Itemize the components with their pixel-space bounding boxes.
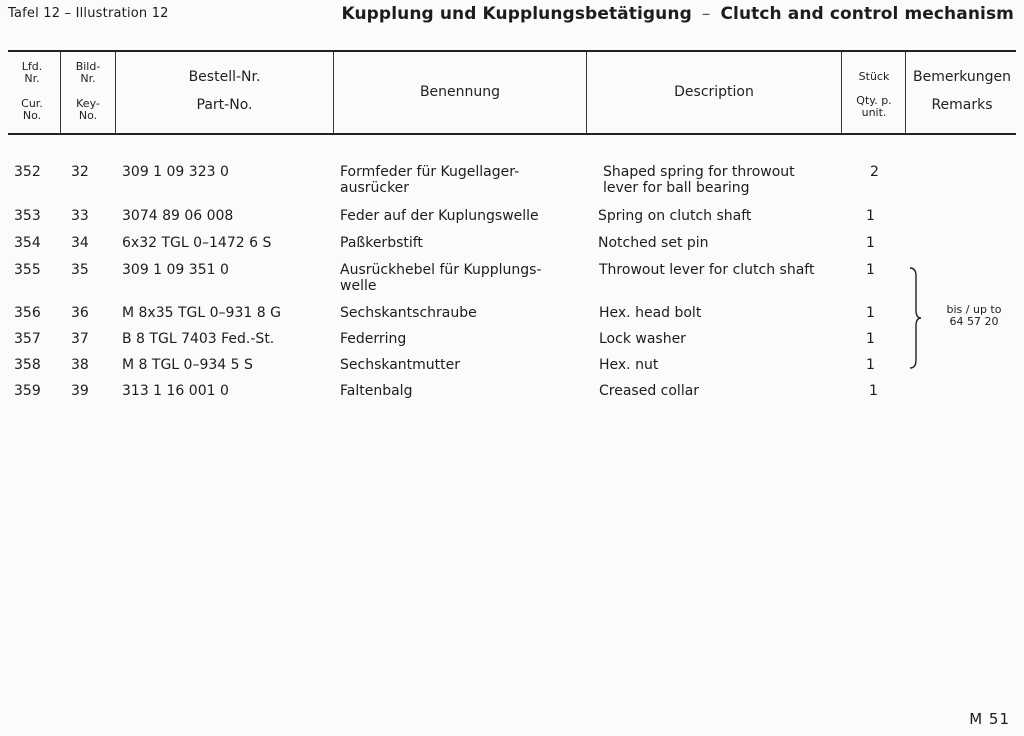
key-no: 35 — [71, 262, 89, 278]
cur-no: 358 — [14, 357, 41, 373]
col-header-description: Description — [674, 84, 754, 100]
col-header-qty-de: Stück — [858, 70, 890, 83]
col-header-qty-en: Qty. p. unit. — [856, 94, 892, 119]
part-no: 3074 89 06 008 — [122, 208, 234, 224]
quantity: 1 — [866, 305, 875, 321]
cur-no: 359 — [14, 383, 41, 399]
col-header-remarks-en: Remarks — [931, 97, 993, 113]
description: Hex. nut — [599, 357, 659, 373]
benennung: Feder auf der Kuplungswelle — [340, 208, 539, 224]
description: Notched set pin — [598, 235, 709, 251]
benennung: Sechskantschraube — [340, 305, 477, 321]
quantity: 1 — [866, 235, 875, 251]
page-title — [341, 4, 1014, 24]
part-no: 313 1 16 001 0 — [122, 383, 229, 399]
col-header-part-no-en: Part-No. — [196, 97, 253, 113]
part-no: 6x32 TGL 0–1472 6 S — [122, 235, 272, 251]
quantity: 1 — [866, 357, 875, 373]
benennung: Faltenbalg — [340, 383, 413, 399]
col-header-benennung: Benennung — [419, 84, 501, 100]
quantity: 1 — [866, 331, 875, 347]
cur-no: 354 — [14, 235, 41, 251]
title-german: Kupplung und Kupplungsbetätigung — [341, 4, 692, 24]
column-divider — [841, 52, 842, 133]
key-no: 32 — [71, 164, 89, 180]
cur-no: 356 — [14, 305, 41, 321]
benennung: Federring — [340, 331, 407, 347]
column-divider — [115, 52, 116, 133]
description: Lock washer — [599, 331, 686, 347]
remark-bis-up-to: bis / up to 64 57 20 — [946, 303, 1002, 328]
key-no: 33 — [71, 208, 89, 224]
description: Spring on clutch shaft — [598, 208, 752, 224]
quantity: 1 — [869, 383, 878, 399]
key-no: 34 — [71, 235, 89, 251]
part-no: B 8 TGL 7403 Fed.-St. — [122, 331, 275, 347]
col-header-part-no-de: Bestell-Nr. — [188, 69, 261, 85]
description: Shaped spring for throwout lever for ball bearing — [603, 164, 795, 196]
column-divider — [905, 52, 906, 133]
cur-no: 355 — [14, 262, 41, 278]
part-no: 309 1 09 351 0 — [122, 262, 229, 278]
col-header-cur-no-en: Cur. No. — [21, 97, 43, 122]
title-separator: – — [701, 4, 711, 24]
quantity: 2 — [870, 164, 879, 180]
benennung: Paßkerbstift — [340, 235, 423, 251]
cur-no: 357 — [14, 331, 41, 347]
col-header-key-no-de: Bild- Nr. — [75, 60, 101, 85]
quantity: 1 — [866, 208, 875, 224]
part-no: 309 1 09 323 0 — [122, 164, 229, 180]
key-no: 37 — [71, 331, 89, 347]
description: Creased collar — [599, 383, 700, 399]
page-number: M 51 — [969, 710, 1010, 728]
column-divider — [333, 52, 334, 133]
column-divider — [60, 52, 61, 133]
benennung: Sechskantmutter — [340, 357, 461, 373]
title-english: Clutch and control mechanism — [720, 4, 1014, 24]
key-no: 39 — [71, 383, 89, 399]
column-divider — [586, 52, 587, 133]
benennung: Formfeder für Kugellager- ausrücker — [340, 164, 520, 196]
plate-reference: Tafel 12 – Illustration 12 — [8, 6, 169, 21]
key-no: 38 — [71, 357, 89, 373]
col-header-key-no-en: Key- No. — [76, 97, 100, 122]
quantity: 1 — [866, 262, 875, 278]
col-header-remarks-de: Bemerkungen — [912, 69, 1012, 85]
grouping-brace-icon — [908, 266, 922, 370]
table-top-rule — [8, 50, 1016, 52]
part-no: M 8x35 TGL 0–931 8 G — [122, 305, 281, 321]
cur-no: 353 — [14, 208, 41, 224]
part-no: M 8 TGL 0–934 5 S — [122, 357, 253, 373]
table-header-bottom-rule — [8, 133, 1016, 135]
key-no: 36 — [71, 305, 89, 321]
benennung: Ausrückhebel für Kupplungs- welle — [340, 262, 542, 294]
description: Hex. head bolt — [599, 305, 702, 321]
description: Throwout lever for clutch shaft — [599, 262, 815, 278]
col-header-cur-no-de: Lfd. Nr. — [21, 60, 43, 85]
cur-no: 352 — [14, 164, 41, 180]
